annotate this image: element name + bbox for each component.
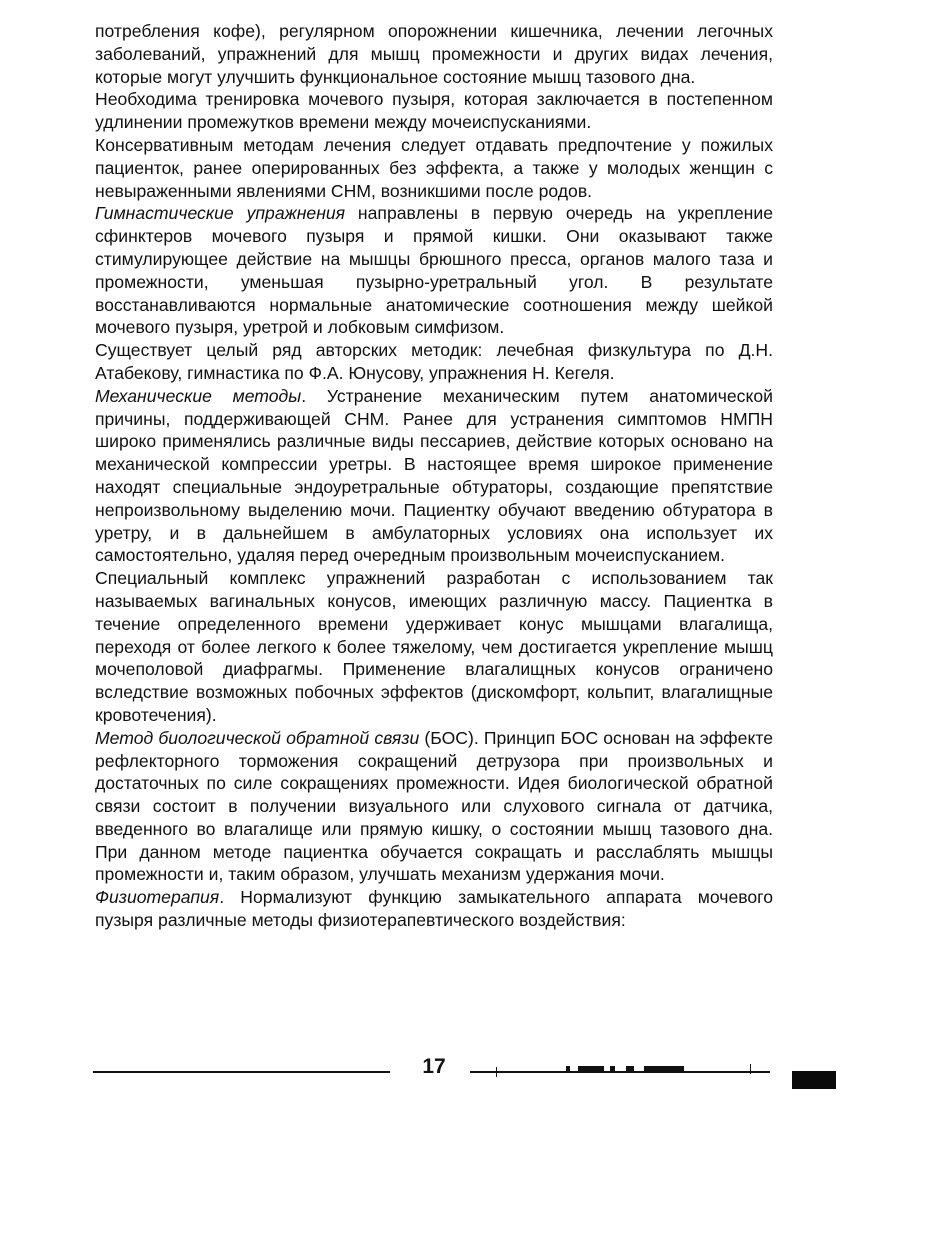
- paragraph-text: . Нормализуют функцию замыкательного аппарата мочевого пузыря различные методы физиотерапевтического воздействия:: [95, 887, 773, 931]
- paragraph: Необходима тренировка мочевого пузыря, которая заключается в постепенном удлинении промежутков времени между мочеиспусканиями.: [95, 89, 773, 133]
- paragraph-text: . Устранение механическим путем анатомической причины, поддерживающей СНМ. Ранее для устранения симптомов НМПН широко применялись различные виды пессариев, действие которых основано на механической компрессии уретры. В настоящее время широкое применение находят специальные эндоуретральные обтураторы, создающие препятствие непроизвольному выделению мочи. Пациентку обучают введению обтуратора в уретру, и в дальнейшем в амбулаторных условиях она использует их самостоятельно, удаляя перед очередным произвольным мочеиспусканием.: [95, 385, 773, 566]
- paragraph-text: (БОС). Принцип БОС основан на эффекте рефлекторного торможения сокращений детрузора при произвольных и достаточных по силе сокращениях промежности. Идея биологической обратной связи состоит в получении визуального или слухового сигнала от датчика, введенного во влагалище или прямую кишку, о состоянии мышц тазового дна. При данном методе пациентка обучается сокращать и расслаблять мышцы промежности и, таким образом, улучшать механизм удержания мочи.: [95, 727, 773, 885]
- document-body: [95, 20, 773, 932]
- paragraph: Консервативным методам лечения следует отдавать предпочтение у пожилых пациенток, ранее оперированных без эффекта, а также у молодых женщин с невыраженными явлениями СНМ, возникшими после родов.: [95, 134, 773, 201]
- footer-scan-mark: [566, 1066, 570, 1073]
- paragraph: Существует целый ряд авторских методик: лечебная физкультура по Д.Н. Атабекову, гимнастика по Ф.А. Юнусову, упражнения Н. Кегеля.: [95, 340, 773, 383]
- page-edge-marker: [792, 1071, 836, 1089]
- paragraph: Специальный комплекс упражнений разработан с использованием так называемых вагинальных конусов, имеющих различную массу. Пациентка в течение определенного времени удерживает конус мышцами влагалища, переходя от более легкого к более тяжелому, чем достигается укрепление мышц мочеполовой диафрагмы. Применение влагалищных конусов ограничено вследствие возможных побочных эффектов (дискомфорт, кольпит, влагалищные кровотечения).: [95, 568, 773, 725]
- footer-scan-mark: [644, 1066, 684, 1073]
- footer-tick: [496, 1067, 497, 1077]
- footer-scan-mark: [610, 1066, 615, 1073]
- paragraph: [95, 727, 773, 887]
- paragraph: потребления кофе), регулярном опорожнении кишечника, лечении легочных заболеваний, упражнений для мышц промежности и других видах лечения, которые могут улучшить функциональное состояние мышц тазового дна.: [95, 21, 773, 87]
- page-number: 17: [422, 1055, 446, 1078]
- paragraph: [95, 886, 773, 932]
- paragraph: [95, 385, 773, 567]
- footer-rule-left: [93, 1071, 390, 1073]
- section-heading-biofeedback: Метод биологической обратной связи: [95, 727, 420, 748]
- footer-rule-right: [470, 1071, 770, 1073]
- section-heading-gymnastics: Гимнастические упражнения: [95, 203, 346, 224]
- footer-scan-mark: [578, 1066, 604, 1073]
- paragraph: [95, 202, 773, 339]
- paragraph-text: направлены в первую очередь на укрепление сфинктеров мочевого пузыря и прямой кишки. Они оказывают также стимулирующее действие на мышцы брюшного пресса, органов малого таза и промежности, уменьшая пузырно-уретральный угол. В результате восстанавливаются нормальные анатомические соотношения между шейкой мочевого пузыря, уретрой и лобковым симфизом.: [95, 203, 773, 338]
- section-heading-physiotherapy: Физиотерапия: [95, 887, 220, 908]
- section-heading-mechanical: Механические методы: [95, 385, 302, 406]
- footer-tick: [750, 1064, 751, 1074]
- footer-scan-mark: [626, 1066, 634, 1073]
